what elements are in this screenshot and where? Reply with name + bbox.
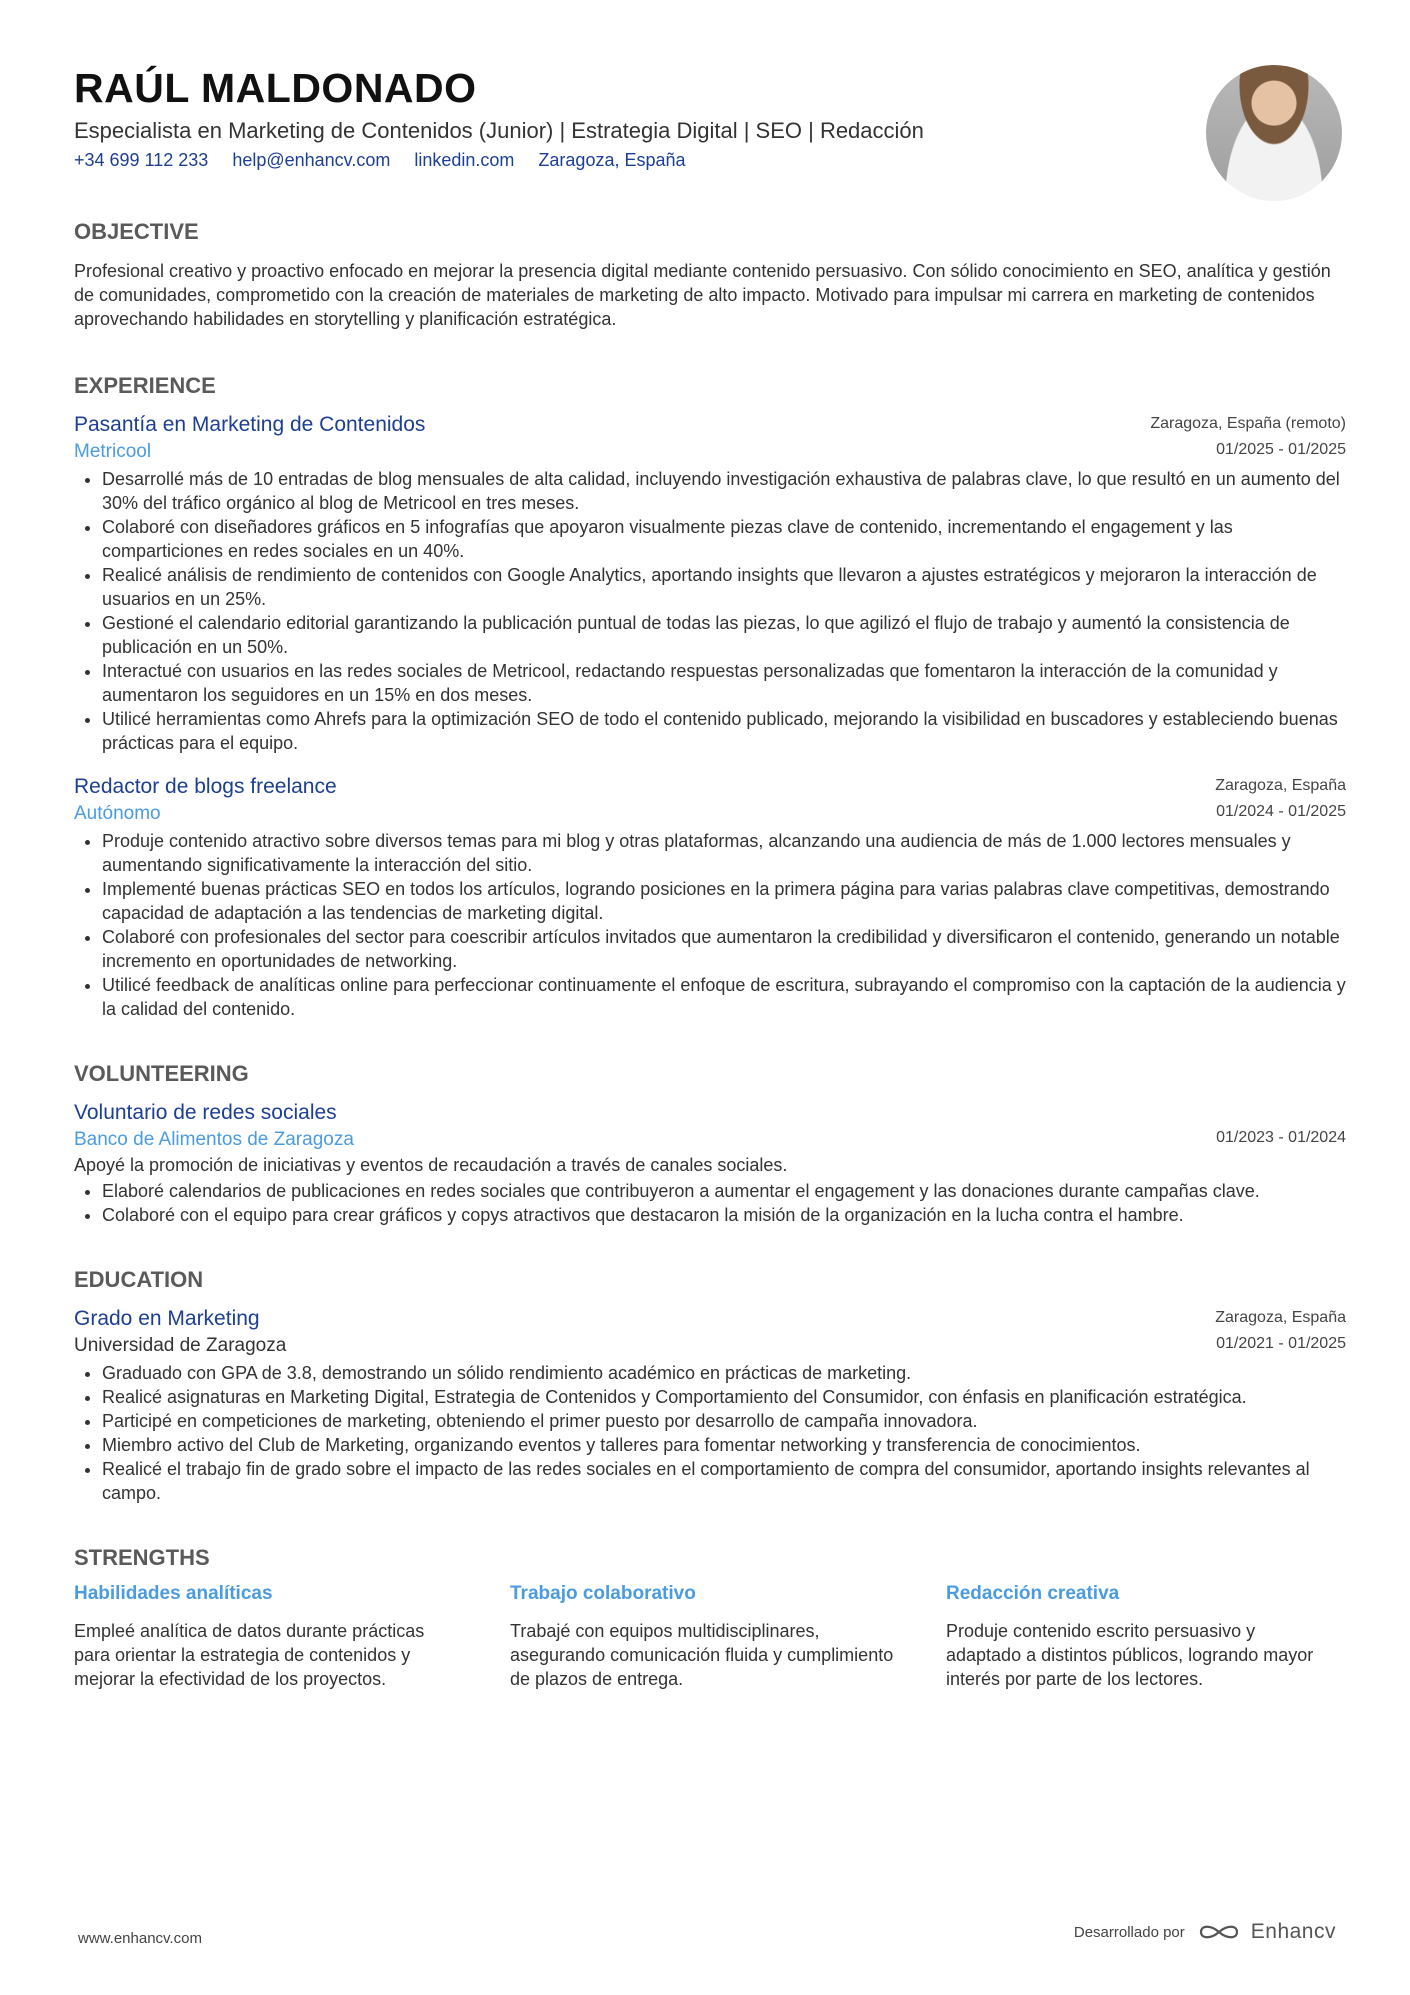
strength-card bbox=[74, 1581, 462, 1691]
experience-entry-header bbox=[74, 773, 1346, 827]
email-link[interactable]: help@enhancv.com bbox=[232, 150, 391, 170]
experience-heading: EXPERIENCE bbox=[74, 373, 216, 398]
volunteer-dates: 01/2023 - 01/2024 bbox=[1216, 1129, 1346, 1146]
list-item: • Graduado con GPA de 3.8, demostrando un sólido rendimiento académico en prácticas de marketing. bbox=[102, 1361, 1346, 1385]
volunteer-org[interactable]: Banco de Alimentos de Zaragoza bbox=[74, 1129, 354, 1150]
strength-title: Trabajo colaborativo bbox=[510, 1583, 696, 1604]
job-title: Redactor de blogs freelance bbox=[74, 775, 337, 798]
education-dates: 01/2021 - 01/2025 bbox=[1216, 1335, 1346, 1352]
footer-brand-name: Enhancv bbox=[1250, 1920, 1336, 1943]
volunteering-entry bbox=[74, 1099, 1346, 1227]
strength-description: Empleé analítica de datos durante prácticas para orientar la estrategia de contenidos y mejorar la efectividad de los proyectos. bbox=[74, 1621, 425, 1689]
job-title: Pasantía en Marketing de Contenidos bbox=[74, 413, 426, 436]
list-item: • Participé en competiciones de marketing, obteniendo el primer puesto por desarrollo de campaña innovadora. bbox=[102, 1409, 1346, 1433]
footer-branding bbox=[1074, 1920, 1336, 1944]
list-item: • Realicé análisis de rendimiento de contenidos con Google Analytics, aportando insights que llevaron a ajustes estratégicos y mejoraron la interacción de usuarios en un 25%. bbox=[102, 563, 1346, 611]
candidate-headline: Especialista en Marketing de Contenidos (Junior) | Estrategia Digital | SEO | Redacción bbox=[74, 118, 924, 143]
job-bullets bbox=[74, 829, 1346, 1021]
objective-text: Profesional creativo y proactivo enfocado en mejorar la presencia digital mediante contenido persuasivo. Con sólido conocimiento en SEO, analítica y gestión de comunidades, comprometido con la creación de materiales de marketing de alto impacto. Motivado para impulsar mi carrera en marketing de contenidos aprovechando habilidades en storytelling y planificación estratégica. bbox=[74, 261, 1331, 329]
strength-card bbox=[510, 1581, 898, 1691]
list-item: • Realicé asignaturas en Marketing Digital, Estrategia de Contenidos y Comportamiento del Consumidor, con énfasis en planificación estratégica. bbox=[102, 1385, 1346, 1409]
education-heading: EDUCATION bbox=[74, 1267, 204, 1292]
volunteer-role: Voluntario de redes sociales bbox=[74, 1101, 337, 1124]
education-location: Zaragoza, España bbox=[1215, 1309, 1346, 1326]
location-text: Zaragoza, España bbox=[538, 150, 686, 170]
objective-heading: OBJECTIVE bbox=[74, 219, 199, 244]
job-location: Zaragoza, España (remoto) bbox=[1150, 415, 1346, 432]
strength-description: Produje contenido escrito persuasivo y adaptado a distintos públicos, logrando mayor interés por parte de los lectores. bbox=[946, 1621, 1314, 1689]
strength-description: Trabajé con equipos multidisciplinares, asegurando comunicación fluida y cumplimiento de plazos de entrega. bbox=[510, 1621, 894, 1689]
volunteering-entry-header bbox=[74, 1099, 1346, 1153]
volunteering-heading: VOLUNTEERING bbox=[74, 1061, 249, 1086]
experience-entry bbox=[74, 411, 1346, 755]
experience-entry bbox=[74, 773, 1346, 1021]
phone-link[interactable]: +34 699 112 233 bbox=[74, 150, 209, 170]
company-name[interactable]: Metricool bbox=[74, 441, 152, 462]
list-item: • Utilicé herramientas como Ahrefs para la optimización SEO de todo el contenido publicado, mejorando la visibilidad en buscadores y estableciendo buenas prácticas para el equipo. bbox=[102, 707, 1346, 755]
list-item: • Colaboré con profesionales del sector para coescribir artículos invitados que aumentaron la credibilidad y diversificaron el contenido, generando un notable incremento en oportunidades de networking. bbox=[102, 925, 1346, 973]
company-name: Autónomo bbox=[74, 803, 161, 824]
list-item: • Utilicé feedback de analíticas online para perfeccionar continuamente el enfoque de escritura, subrayando el compromiso con la captación de la audiencia y la calidad del contenido. bbox=[102, 973, 1346, 1021]
list-item: • Colaboré con el equipo para crear gráficos y copys atractivos que destacaron la misión de la organización en la lucha contra el hambre. bbox=[102, 1203, 1346, 1227]
degree-title: Grado en Marketing bbox=[74, 1307, 260, 1330]
list-item: • Realicé el trabajo fin de grado sobre el impacto de las redes sociales en el comportamiento de compra del consumidor, aportando insights relevantes al campo. bbox=[102, 1457, 1346, 1505]
footer-website-link[interactable]: www.enhancv.com bbox=[78, 1930, 202, 1947]
list-item: • Implementé buenas prácticas SEO en todos los artículos, logrando posiciones en la primera página para varias palabras clave competitivas, demostrando capacidad de adaptación a las tendencias de marketing digital. bbox=[102, 877, 1346, 925]
contact-line bbox=[74, 147, 1346, 173]
job-dates: 01/2025 - 01/2025 bbox=[1216, 441, 1346, 458]
job-meta bbox=[1215, 773, 1346, 825]
education-entry-header bbox=[74, 1305, 1346, 1359]
strength-card bbox=[946, 1581, 1334, 1691]
list-item: • Gestioné el calendario editorial garantizando la publicación puntual de todas las piezas, lo que agilizó el flujo de trabajo y aumentó la consistencia de publicación en un 50%. bbox=[102, 611, 1346, 659]
list-item: • Miembro activo del Club de Marketing, organizando eventos y talleres para fomentar networking y transferencia de conocimientos. bbox=[102, 1433, 1346, 1457]
list-item: • Produje contenido atractivo sobre diversos temas para mi blog y otras plataformas, alcanzando una audiencia de más de 1.000 lectores mensuales y aumentando significativamente la interacción del sitio. bbox=[102, 829, 1346, 877]
list-item: • Desarrollé más de 10 entradas de blog mensuales de alta calidad, incluyendo investigación exhaustiva de palabras clave, lo que resultó en un aumento del 30% del tráfico orgánico al blog de Metricool en tres meses. bbox=[102, 467, 1346, 515]
strength-title: Habilidades analíticas bbox=[74, 1583, 273, 1604]
experience-entry-header bbox=[74, 411, 1346, 465]
strength-title: Redacción creativa bbox=[946, 1583, 1120, 1604]
education-meta bbox=[1215, 1305, 1346, 1357]
footer-made-by: Desarrollado por bbox=[1073, 1923, 1185, 1941]
list-item: • Interactué con usuarios en las redes sociales de Metricool, redactando respuestas personalizadas que fomentaron la interacción de la comunidad y aumentaron los seguidores en un 15% en dos meses. bbox=[102, 659, 1346, 707]
school-name: Universidad de Zaragoza bbox=[74, 1335, 287, 1356]
enhancv-logo-icon bbox=[1197, 1921, 1241, 1943]
education-bullets bbox=[74, 1361, 1346, 1505]
volunteer-description: Apoyé la promoción de iniciativas y eventos de recaudación a través de canales sociales. bbox=[74, 1155, 788, 1175]
volunteer-bullets bbox=[74, 1179, 1346, 1227]
linkedin-link[interactable]: linkedin.com bbox=[414, 150, 515, 170]
list-item: • Colaboré con diseñadores gráficos en 5 infografías que apoyaron visualmente piezas clave de contenido, incrementando el engagement y las comparticiones en redes sociales en un 40%. bbox=[102, 515, 1346, 563]
strengths-grid bbox=[74, 1581, 1346, 1691]
job-location: Zaragoza, España bbox=[1215, 777, 1346, 794]
strengths-heading: STRENGTHS bbox=[74, 1545, 210, 1570]
job-meta bbox=[1150, 411, 1346, 463]
education-entry bbox=[74, 1305, 1346, 1505]
job-bullets bbox=[74, 467, 1346, 755]
job-dates: 01/2024 - 01/2025 bbox=[1216, 803, 1346, 820]
candidate-name: RAÚL MALDONADO bbox=[74, 65, 477, 111]
resume-content bbox=[74, 62, 1346, 1691]
list-item: • Elaboré calendarios de publicaciones en redes sociales que contribuyeron a aumentar el engagement y las donaciones durante campañas clave. bbox=[102, 1179, 1346, 1203]
